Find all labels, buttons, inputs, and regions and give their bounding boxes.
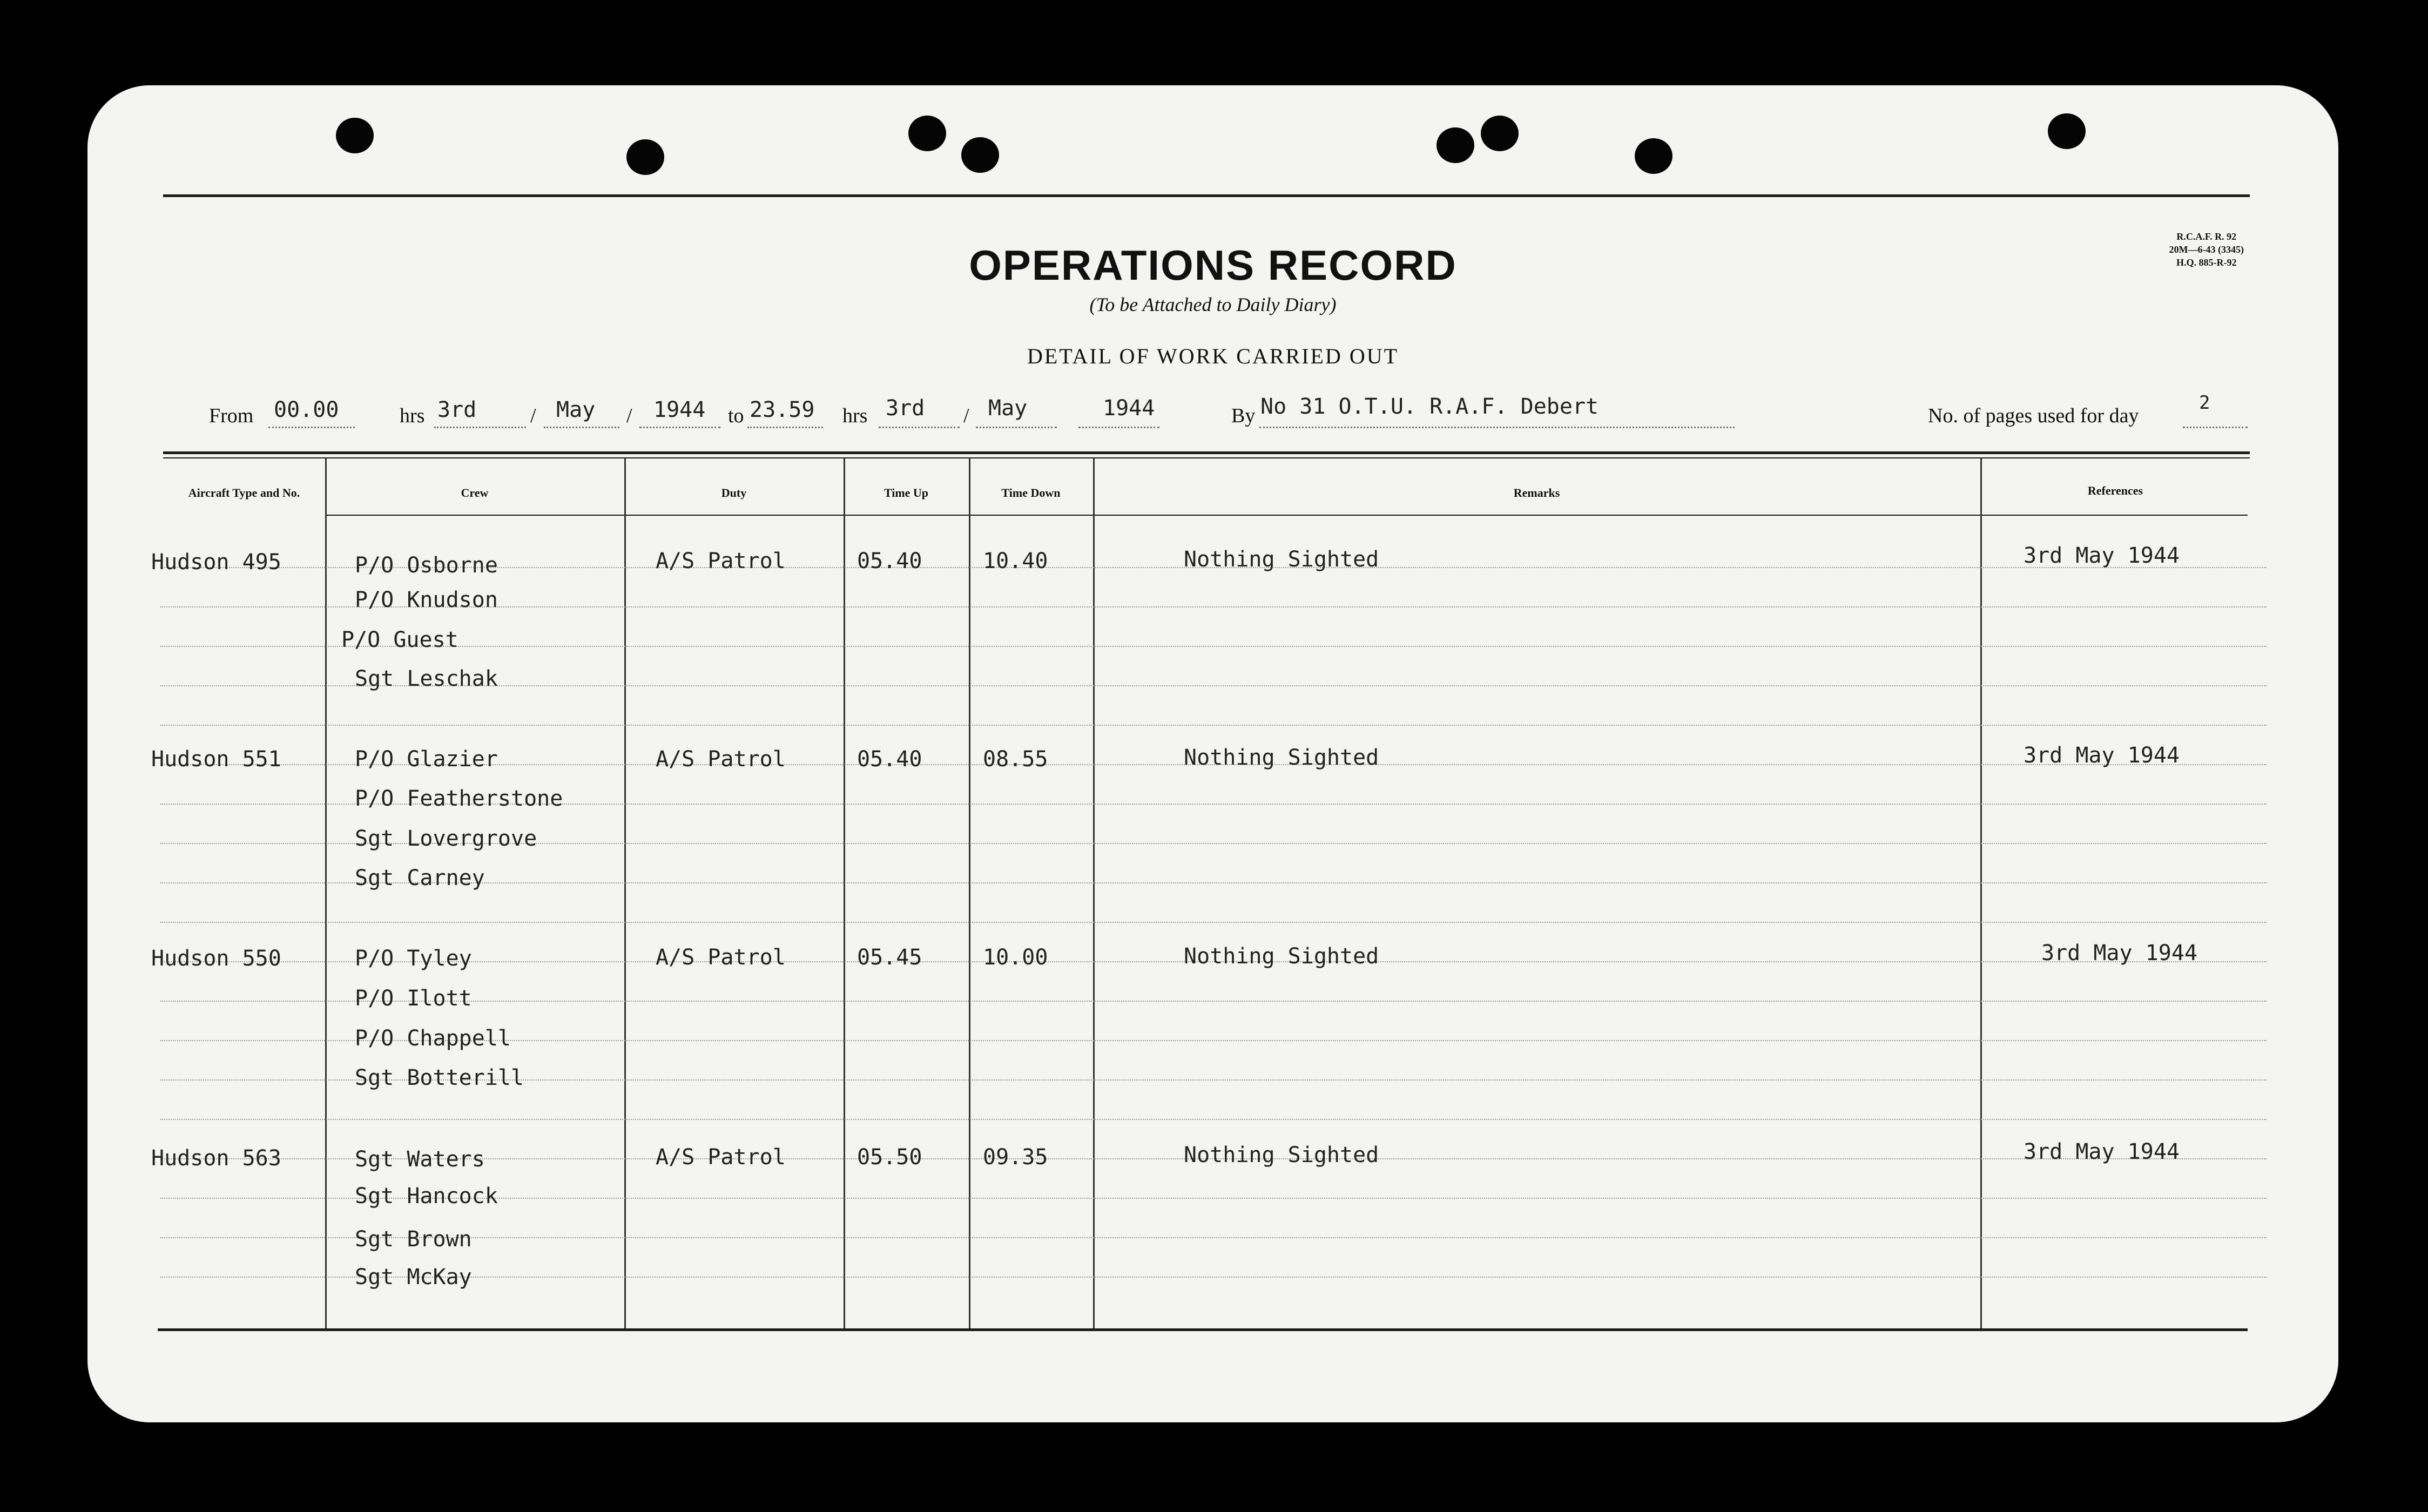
fill-line — [2183, 427, 2248, 428]
crew-member: Sgt Brown — [355, 1227, 472, 1252]
to-time: 23.59 — [750, 397, 815, 422]
separator: / — [963, 404, 969, 427]
to-label: to — [728, 404, 744, 427]
crew-member: Sgt Waters — [355, 1147, 485, 1172]
crew-member: P/O Osborne — [355, 553, 498, 578]
table-bottom-rule — [158, 1328, 2248, 1331]
aircraft-cell: Hudson 551 — [151, 747, 281, 772]
to-day: 3rd — [886, 396, 925, 421]
punch-hole — [2048, 113, 2086, 149]
crew-member: P/O Glazier — [355, 747, 498, 772]
ruling-line — [160, 1277, 2267, 1278]
pages-value: 2 — [2199, 392, 2210, 414]
crew-member: P/O Featherstone — [355, 786, 563, 811]
crew-member: Sgt Carney — [355, 866, 485, 890]
hrs-label: hrs — [400, 404, 425, 427]
reference-cell: 3rd May 1944 — [2041, 941, 2197, 966]
column-header-duty: Duty — [721, 486, 747, 500]
time-down-cell: 08.55 — [983, 747, 1048, 772]
remarks-cell: Nothing Sighted — [1184, 547, 1379, 572]
by-unit: No 31 O.T.U. R.A.F. Debert — [1260, 394, 1599, 419]
hrs-label: hrs — [842, 404, 868, 427]
fill-line — [879, 427, 960, 428]
table-top-rule-inner — [163, 457, 2250, 458]
punch-hole — [1635, 138, 1672, 174]
remarks-cell: Nothing Sighted — [1184, 745, 1379, 770]
column-header-crew: Crew — [461, 486, 489, 500]
duty-cell: A/S Patrol — [656, 1145, 786, 1170]
crew-member: Sgt Botterill — [355, 1065, 524, 1090]
fill-line — [544, 427, 619, 428]
header-bottom-rule — [325, 515, 2248, 516]
form-code-line: H.Q. 885-R-92 — [2176, 257, 2237, 268]
punch-hole — [1481, 116, 1519, 151]
reference-cell: 3rd May 1944 — [2024, 543, 2180, 568]
punch-hole — [1436, 127, 1474, 163]
crew-member: Sgt McKay — [355, 1265, 472, 1290]
remarks-cell: Nothing Sighted — [1184, 944, 1379, 969]
time-up-cell: 05.50 — [857, 1145, 922, 1170]
reference-cell: 3rd May 1944 — [2024, 1139, 2180, 1164]
crew-member: Sgt Lovergrove — [355, 826, 537, 851]
to-year: 1944 — [1103, 396, 1155, 421]
crew-member: P/O Knudson — [355, 588, 498, 612]
time-up-cell: 05.40 — [857, 747, 922, 772]
record-card — [87, 85, 2338, 1422]
fill-line — [747, 427, 823, 428]
to-month: May — [988, 396, 1028, 421]
ruling-line — [160, 646, 2267, 647]
ruling-line — [160, 725, 2267, 726]
from-month: May — [556, 397, 596, 422]
punch-hole — [626, 139, 664, 175]
from-time: 00.00 — [274, 397, 339, 422]
top-rule — [163, 194, 2250, 197]
column-header-remarks: Remarks — [1513, 486, 1560, 500]
duty-cell: A/S Patrol — [656, 549, 786, 573]
separator: / — [530, 404, 536, 427]
crew-member: Sgt Hancock — [355, 1184, 498, 1209]
column-header-references: References — [2087, 484, 2143, 497]
crew-member: P/O Guest — [341, 627, 458, 652]
from-year: 1944 — [653, 397, 706, 422]
from-day: 3rd — [437, 397, 477, 422]
ruling-line — [160, 1119, 2267, 1120]
aircraft-cell: Hudson 563 — [151, 1146, 281, 1171]
page-subtitle: (To be Attached to Daily Diary) — [1089, 294, 1337, 315]
column-header-time-up: Time Up — [883, 486, 929, 500]
table-top-rule — [163, 451, 2250, 454]
crew-member: P/O Ilott — [355, 986, 472, 1011]
column-header-aircraft: Aircraft Type and No. — [188, 486, 300, 500]
time-down-cell: 10.00 — [983, 945, 1048, 970]
punch-hole — [961, 137, 999, 173]
crew-member: P/O Chappell — [355, 1026, 511, 1051]
form-code-line: R.C.A.F. R. 92 — [2176, 231, 2237, 242]
time-down-cell: 09.35 — [983, 1145, 1048, 1170]
ruling-line — [160, 922, 2267, 923]
reference-cell: 3rd May 1944 — [2024, 743, 2180, 768]
remarks-cell: Nothing Sighted — [1184, 1143, 1379, 1167]
time-down-cell: 10.40 — [983, 549, 1048, 573]
fill-line — [1078, 427, 1159, 428]
fill-line — [1259, 427, 1735, 428]
duty-cell: A/S Patrol — [656, 747, 786, 772]
crew-member: Sgt Leschak — [355, 666, 498, 691]
from-label: From — [209, 404, 254, 427]
punch-hole — [336, 118, 374, 153]
fill-line — [434, 427, 526, 428]
fill-line — [268, 427, 355, 428]
duty-cell: A/S Patrol — [656, 945, 786, 970]
pages-label: No. of pages used for day — [1928, 404, 2139, 427]
time-up-cell: 05.40 — [857, 549, 922, 573]
ruling-line — [160, 1001, 2267, 1002]
detail-heading: DETAIL OF WORK CARRIED OUT — [1027, 344, 1399, 368]
crew-member: P/O Tyley — [355, 946, 472, 971]
column-header-time-down: Time Down — [1001, 486, 1061, 500]
punch-hole — [908, 116, 946, 151]
fill-line — [976, 427, 1057, 428]
aircraft-cell: Hudson 550 — [151, 946, 281, 971]
separator: / — [626, 404, 632, 427]
page-title: OPERATIONS RECORD — [969, 241, 1457, 289]
time-up-cell: 05.45 — [857, 945, 922, 970]
by-label: By — [1231, 404, 1256, 427]
form-code-line: 20M—6-43 (3345) — [2169, 244, 2244, 255]
aircraft-cell: Hudson 495 — [151, 550, 281, 575]
fill-line — [639, 427, 720, 428]
ruling-line — [160, 1237, 2267, 1238]
